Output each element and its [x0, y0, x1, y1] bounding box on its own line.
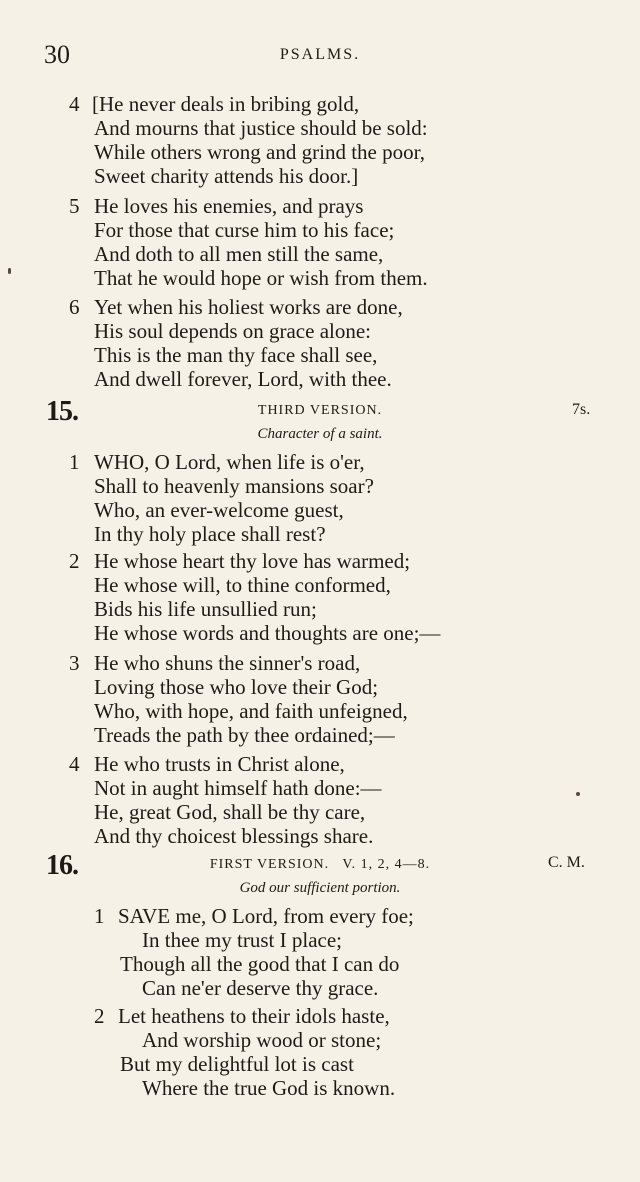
hymn-line: His soul depends on grace alone: — [94, 319, 372, 343]
hymn-line: This is the man thy face shall see, — [94, 343, 378, 367]
hymn-line: Not in aught himself hath done:— — [94, 776, 382, 800]
hymn-line: [He never deals in bribing gold, — [92, 92, 360, 116]
hymn-line: WHO, O Lord, when life is o'er, — [94, 450, 365, 474]
hymn-line: And doth to all men still the same, — [94, 242, 384, 266]
hymn-line: And thy choicest blessings share. — [94, 824, 374, 848]
hymn-line: In thee my trust I place; — [142, 928, 343, 952]
hymn-line: Yet when his holiest works are done, — [94, 295, 403, 319]
hymn-number: 15. — [46, 396, 78, 427]
hymn-line: Shall to heavenly mansions soar? — [94, 474, 374, 498]
hymn-line: He loves his enemies, and prays — [94, 194, 364, 218]
hymn-line: Can ne'er deserve thy grace. — [142, 976, 379, 1000]
hymn-number: 16. — [46, 850, 78, 881]
version-heading: FIRST VERSION. V. 1, 2, 4—8. — [209, 857, 431, 872]
hymn-line: Treads the path by thee ordained;— — [94, 723, 395, 747]
verse-number: 4 — [69, 752, 80, 776]
hymn-line: Who, with hope, and faith unfeigned, — [94, 699, 408, 723]
hymn-line: He, great God, shall be thy care, — [94, 800, 366, 824]
hymn-line: But my delightful lot is cast — [120, 1052, 354, 1076]
verse-number: 2 — [69, 549, 80, 573]
verse-number: 1 — [94, 904, 105, 928]
verse-number: 5 — [69, 194, 80, 218]
verse-number: 1 — [69, 450, 80, 474]
verse-number: 2 — [94, 1004, 105, 1028]
hymn-line: Though all the good that I can do — [120, 952, 400, 976]
hymn-line: He whose heart thy love has warmed; — [94, 549, 411, 573]
verse-number: 3 — [69, 651, 80, 675]
hymn-line: In thy holy place shall rest? — [94, 522, 326, 546]
hymn-line: He whose words and thoughts are one;— — [94, 621, 441, 645]
hymn-line: That he would hope or wish from them. — [94, 266, 428, 290]
hymn-line: And mourns that justice should be sold: — [94, 116, 428, 140]
hymn-line: He who shuns the sinner's road, — [94, 651, 361, 675]
ink-speck — [576, 792, 580, 796]
hymn-line: Loving those who love their God; — [94, 675, 379, 699]
version-heading: THIRD VERSION. — [257, 403, 383, 418]
verse-number: 6 — [69, 295, 80, 319]
verse-number: 4 — [69, 92, 80, 116]
hymn-line: For those that curse him to his face; — [94, 218, 395, 242]
hymn-line: He whose will, to thine conformed, — [94, 573, 391, 597]
ink-speck — [8, 268, 11, 274]
meter-label: C. M. — [548, 854, 585, 871]
page-number: 30 — [44, 40, 70, 69]
hymn-subtitle: God our sufficient portion. — [239, 880, 401, 896]
hymn-line: And worship wood or stone; — [142, 1028, 382, 1052]
hymn-line: Let heathens to their idols haste, — [118, 1004, 390, 1028]
hymn-line: Sweet charity attends his door.] — [94, 164, 359, 188]
running-head: PSALMS. — [279, 46, 361, 63]
hymn-line: He who trusts in Christ alone, — [94, 752, 345, 776]
hymn-line: Who, an ever-welcome guest, — [94, 498, 344, 522]
hymn-subtitle: Character of a saint. — [257, 426, 383, 442]
hymn-line: And dwell forever, Lord, with thee. — [94, 367, 392, 391]
hymn-line: Bids his life unsullied run; — [94, 597, 317, 621]
hymn-line: SAVE me, O Lord, from every foe; — [118, 904, 414, 928]
hymn-line: While others wrong and grind the poor, — [94, 140, 425, 164]
hymn-line: Where the true God is known. — [142, 1076, 396, 1100]
meter-label: 7s. — [572, 401, 591, 418]
